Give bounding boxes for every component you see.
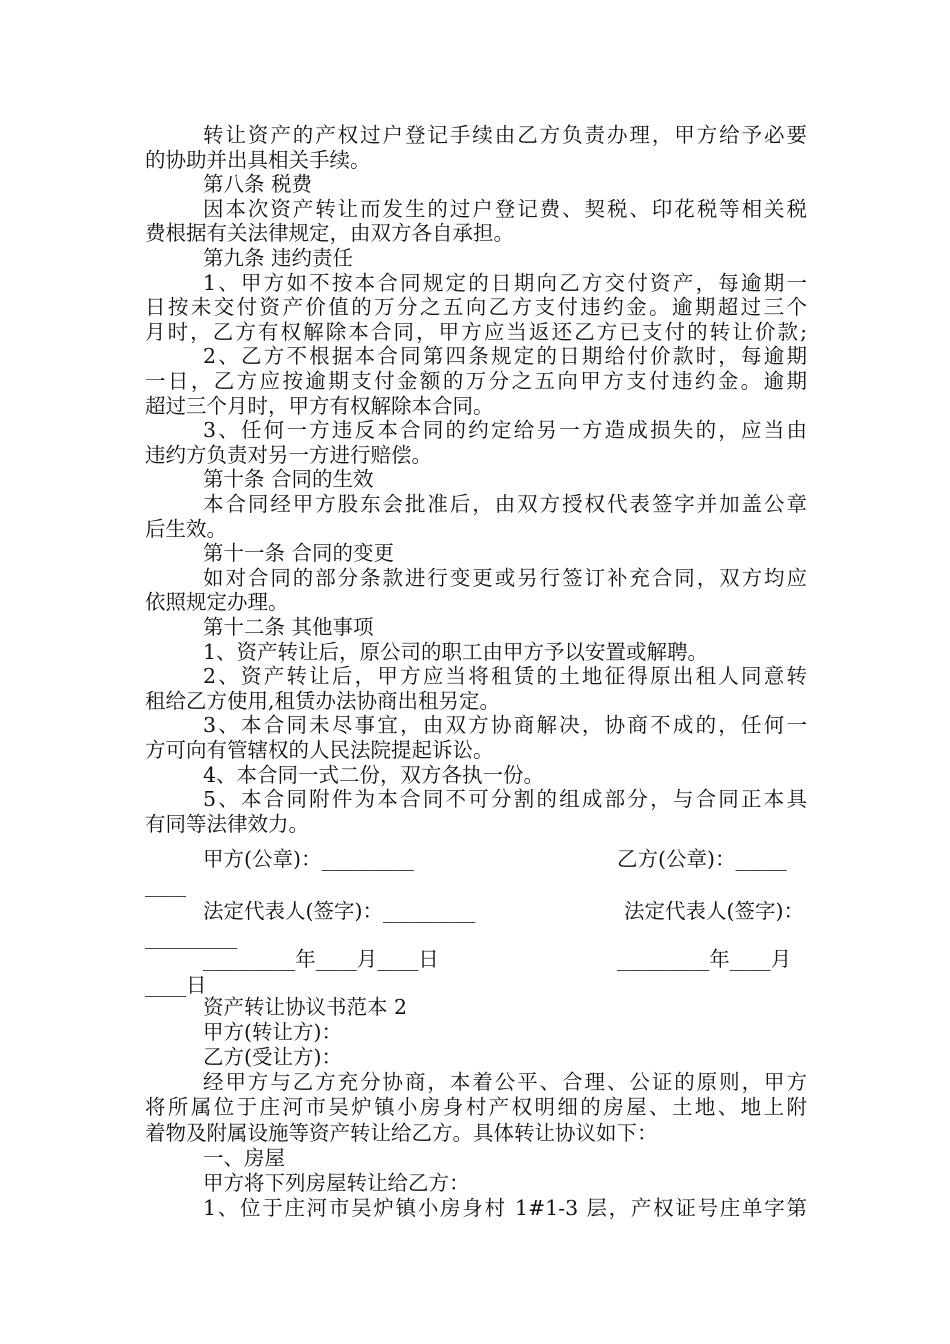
text-line: 租给乙方使用,租赁办法协商出租另定。	[145, 688, 501, 713]
party-b-date-line: _________年____月	[617, 947, 792, 971]
text-line: 依照规定办理。	[145, 590, 289, 615]
text-line: 3、任何一方违反本合同的约定给另一方造成损失的，应当由	[203, 418, 807, 443]
text-line: 2、乙方不根据本合同第四条规定的日期给付价款时，每逾期	[203, 344, 807, 369]
text-line: 后生效。	[145, 516, 227, 541]
party-b-seal-line: 乙方(公章)：_____	[617, 847, 787, 871]
text-line: 月时，乙方有权解除本合同，甲方应当返还乙方已支付的转让价款;	[145, 319, 807, 344]
text-line: 违约方负责对另一方进行赔偿。	[145, 442, 432, 467]
text-line: 乙方(受让方)：	[203, 1045, 342, 1070]
text-line: 一、房屋	[203, 1145, 285, 1170]
text-line: 的协助并出具相关手续。	[145, 147, 371, 172]
text-line: 5、本合同附件为本合同不可分割的组成部分，与合同正本具	[203, 787, 807, 812]
text-line: 日按未交付资产价值的万分之五向乙方支付违约金。逾期超过三个	[145, 295, 807, 320]
text-line: 第八条 税费	[203, 172, 313, 197]
text-line: 3、本合同未尽事宜，由双方协商解决，协商不成的，任何一	[203, 713, 807, 738]
party-b-seal-line-cont: ____	[145, 873, 186, 897]
text-line: 1、位于庄河市吴炉镇小房身村 1#1-3 层，产权证号庄单字第	[203, 1195, 807, 1220]
text-line: 1、资产转让后，原公司的职工由甲方予以安置或解聘。	[203, 639, 709, 664]
text-line: 第十二条 其他事项	[203, 615, 374, 639]
party-b-date-line-cont: ____日	[145, 973, 207, 997]
text-line: 如对合同的部分条款进行变更或另行签订补充合同，双方均应	[203, 565, 807, 590]
text-line: 2、资产转让后，甲方应当将租赁的土地征得原出租人同意转	[203, 664, 807, 689]
text-line: 甲方将下列房屋转让给乙方：	[203, 1170, 470, 1195]
text-line: 因本次资产转让而发生的过户登记费、契税、印花税等相关税	[203, 196, 807, 221]
text-line: 第九条 违约责任	[203, 246, 354, 270]
party-a-date-line: _________年____月____日	[203, 947, 439, 971]
text-line: 费根据有关法律规定，由双方各自承担。	[145, 221, 514, 246]
text-line: 第十条 合同的生效	[203, 467, 374, 492]
text-line: 本合同经甲方股东会批准后，由双方授权代表签字并加盖公章	[203, 492, 807, 516]
text-line: 转让资产的产权过户登记手续由乙方负责办理，甲方给予必要	[203, 123, 807, 147]
text-line: 着物及附属设施等资产转让给乙方。具体转让协议如下：	[145, 1120, 658, 1145]
text-line: 有同等法律效力。	[145, 811, 309, 836]
party-b-representative-line: 法定代表人(签字)：	[624, 899, 804, 923]
text-line: 甲方(转让方)：	[203, 1020, 342, 1045]
text-line: 4、本合同一式二份，双方各执一份。	[203, 762, 545, 787]
text-line: 第十一条 合同的变更	[203, 541, 395, 566]
text-line: 1、甲方如不按本合同规定的日期向乙方交付资产，每逾期一	[203, 270, 807, 295]
text-line: 一日，乙方应按逾期支付金额的万分之五向甲方支付违约金。逾期	[145, 369, 807, 393]
text-line: 超过三个月时，甲方有权解除本合同。	[145, 393, 494, 418]
text-line: 方可向有管辖权的人民法院提起诉讼。	[145, 738, 494, 762]
text-line: 经甲方与乙方充分协商，本着公平、合理、公证的原则，甲方	[203, 1070, 807, 1095]
text-line: 资产转让协议书范本 2	[203, 995, 408, 1019]
text-line: 将所属位于庄河市吴炉镇小房身村产权明细的房屋、土地、地上附	[145, 1095, 807, 1120]
party-a-seal-line: 甲方(公章)：_________	[203, 847, 414, 871]
party-a-representative-line: 法定代表人(签字)：_________	[203, 899, 476, 923]
party-b-representative-line-cont: _________	[145, 925, 238, 949]
